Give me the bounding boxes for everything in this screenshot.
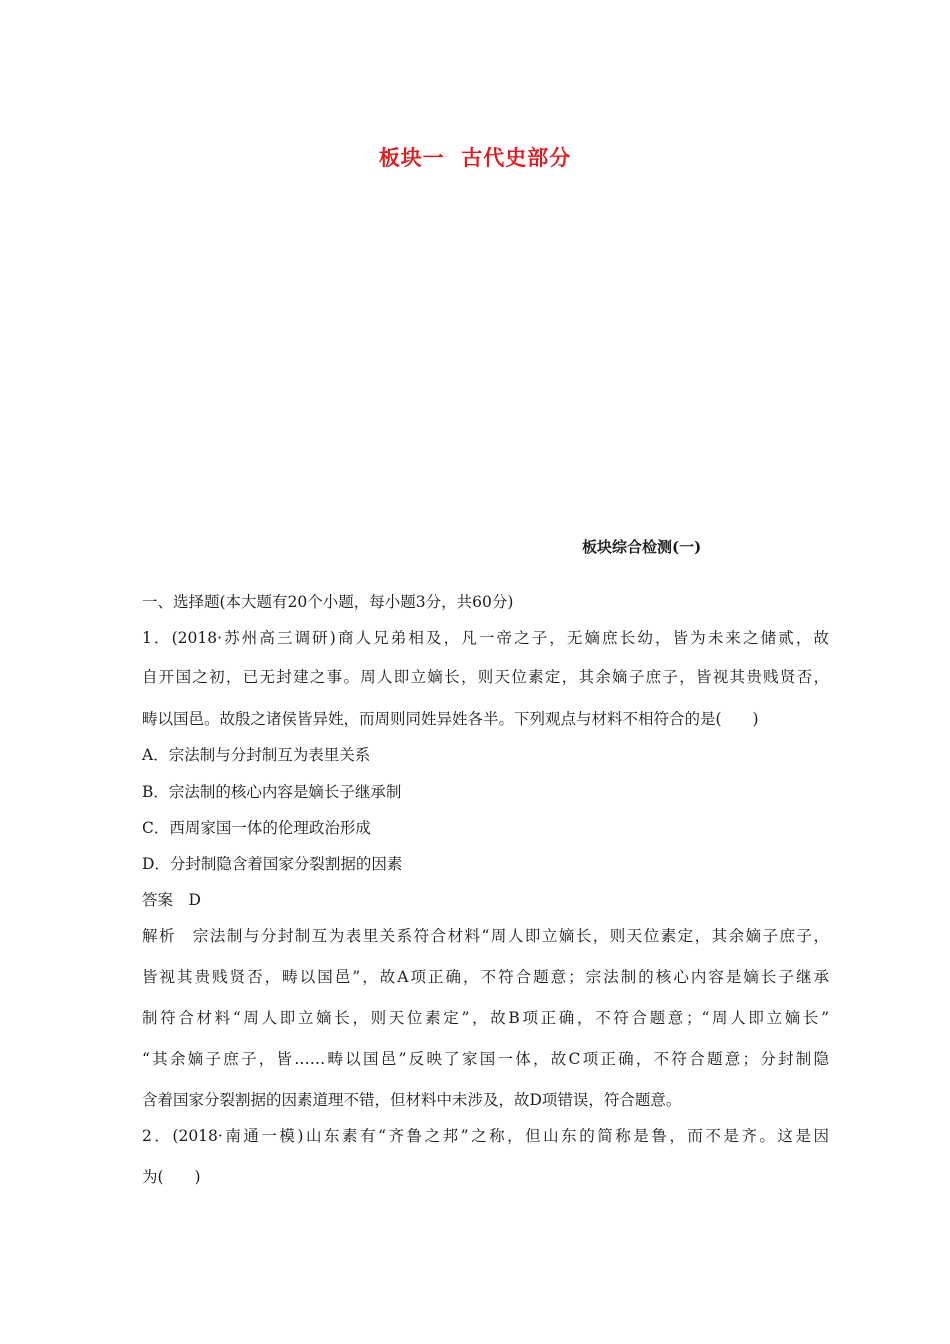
question-1-option-d: D．分封制隐含着国家分裂割据的因素: [142, 855, 403, 873]
question-1-stem-line-3: 畴以国邑。故殷之诸侯皆异姓，而周则同姓异姓各半。下列观点与材料不相符合的是( ): [142, 710, 759, 728]
question-2-stem-line-1: 2．(2018·南通一模)山东素有“齐鲁之邦”之称，但山东的简称是鲁，而不是齐。这是因: [142, 1127, 829, 1145]
question-1-option-a: A．宗法制与分封制互为表里关系: [142, 746, 371, 764]
question-1-stem-line-2: 自开国之初，已无封建之事。周人即立嫡长，则天位素定，其余嫡子庶子，皆视其贵贱贤否，: [142, 668, 829, 686]
question-2-stem-line-2: 为( ): [142, 1168, 201, 1186]
question-1-answer: 答案 D: [142, 891, 201, 909]
page-title: 板块一 古代史部分: [378, 145, 572, 170]
section-title: 板块综合检测(一): [582, 538, 702, 556]
question-1-option-c: C．西周家国一体的伦理政治形成: [142, 819, 371, 837]
part-heading: 一、选择题(本大题有20个小题，每小题3分，共60分): [142, 593, 514, 611]
question-1-analysis-line-5: 含着国家分裂割据的因素道理不错，但材料中未涉及，故D项错误，符合题意。: [142, 1091, 682, 1109]
question-1-analysis-line-3: 制符合材料“周人即立嫡长，则天位素定”，故B项正确，不符合题意；“周人即立嫡长”: [142, 1009, 829, 1027]
question-1-analysis-line-4: “其余嫡子庶子，皆……畴以国邑”反映了家国一体，故C项正确，不符合题意；分封制隐: [142, 1050, 829, 1068]
question-1-stem-line-1: 1．(2018·苏州高三调研)商人兄弟相及，凡一帝之子，无嫡庶长幼，皆为未来之储贰，故: [142, 629, 829, 647]
question-1-analysis-line-2: 皆视其贵贱贤否，畴以国邑”，故A项正确，不符合题意；宗法制的核心内容是嫡长子继承: [142, 968, 829, 986]
question-1-analysis-line-1: 解析 宗法制与分封制互为表里关系符合材料“周人即立嫡长，则天位素定，其余嫡子庶子，: [142, 927, 829, 945]
question-1-option-b: B．宗法制的核心内容是嫡长子继承制: [142, 783, 402, 801]
